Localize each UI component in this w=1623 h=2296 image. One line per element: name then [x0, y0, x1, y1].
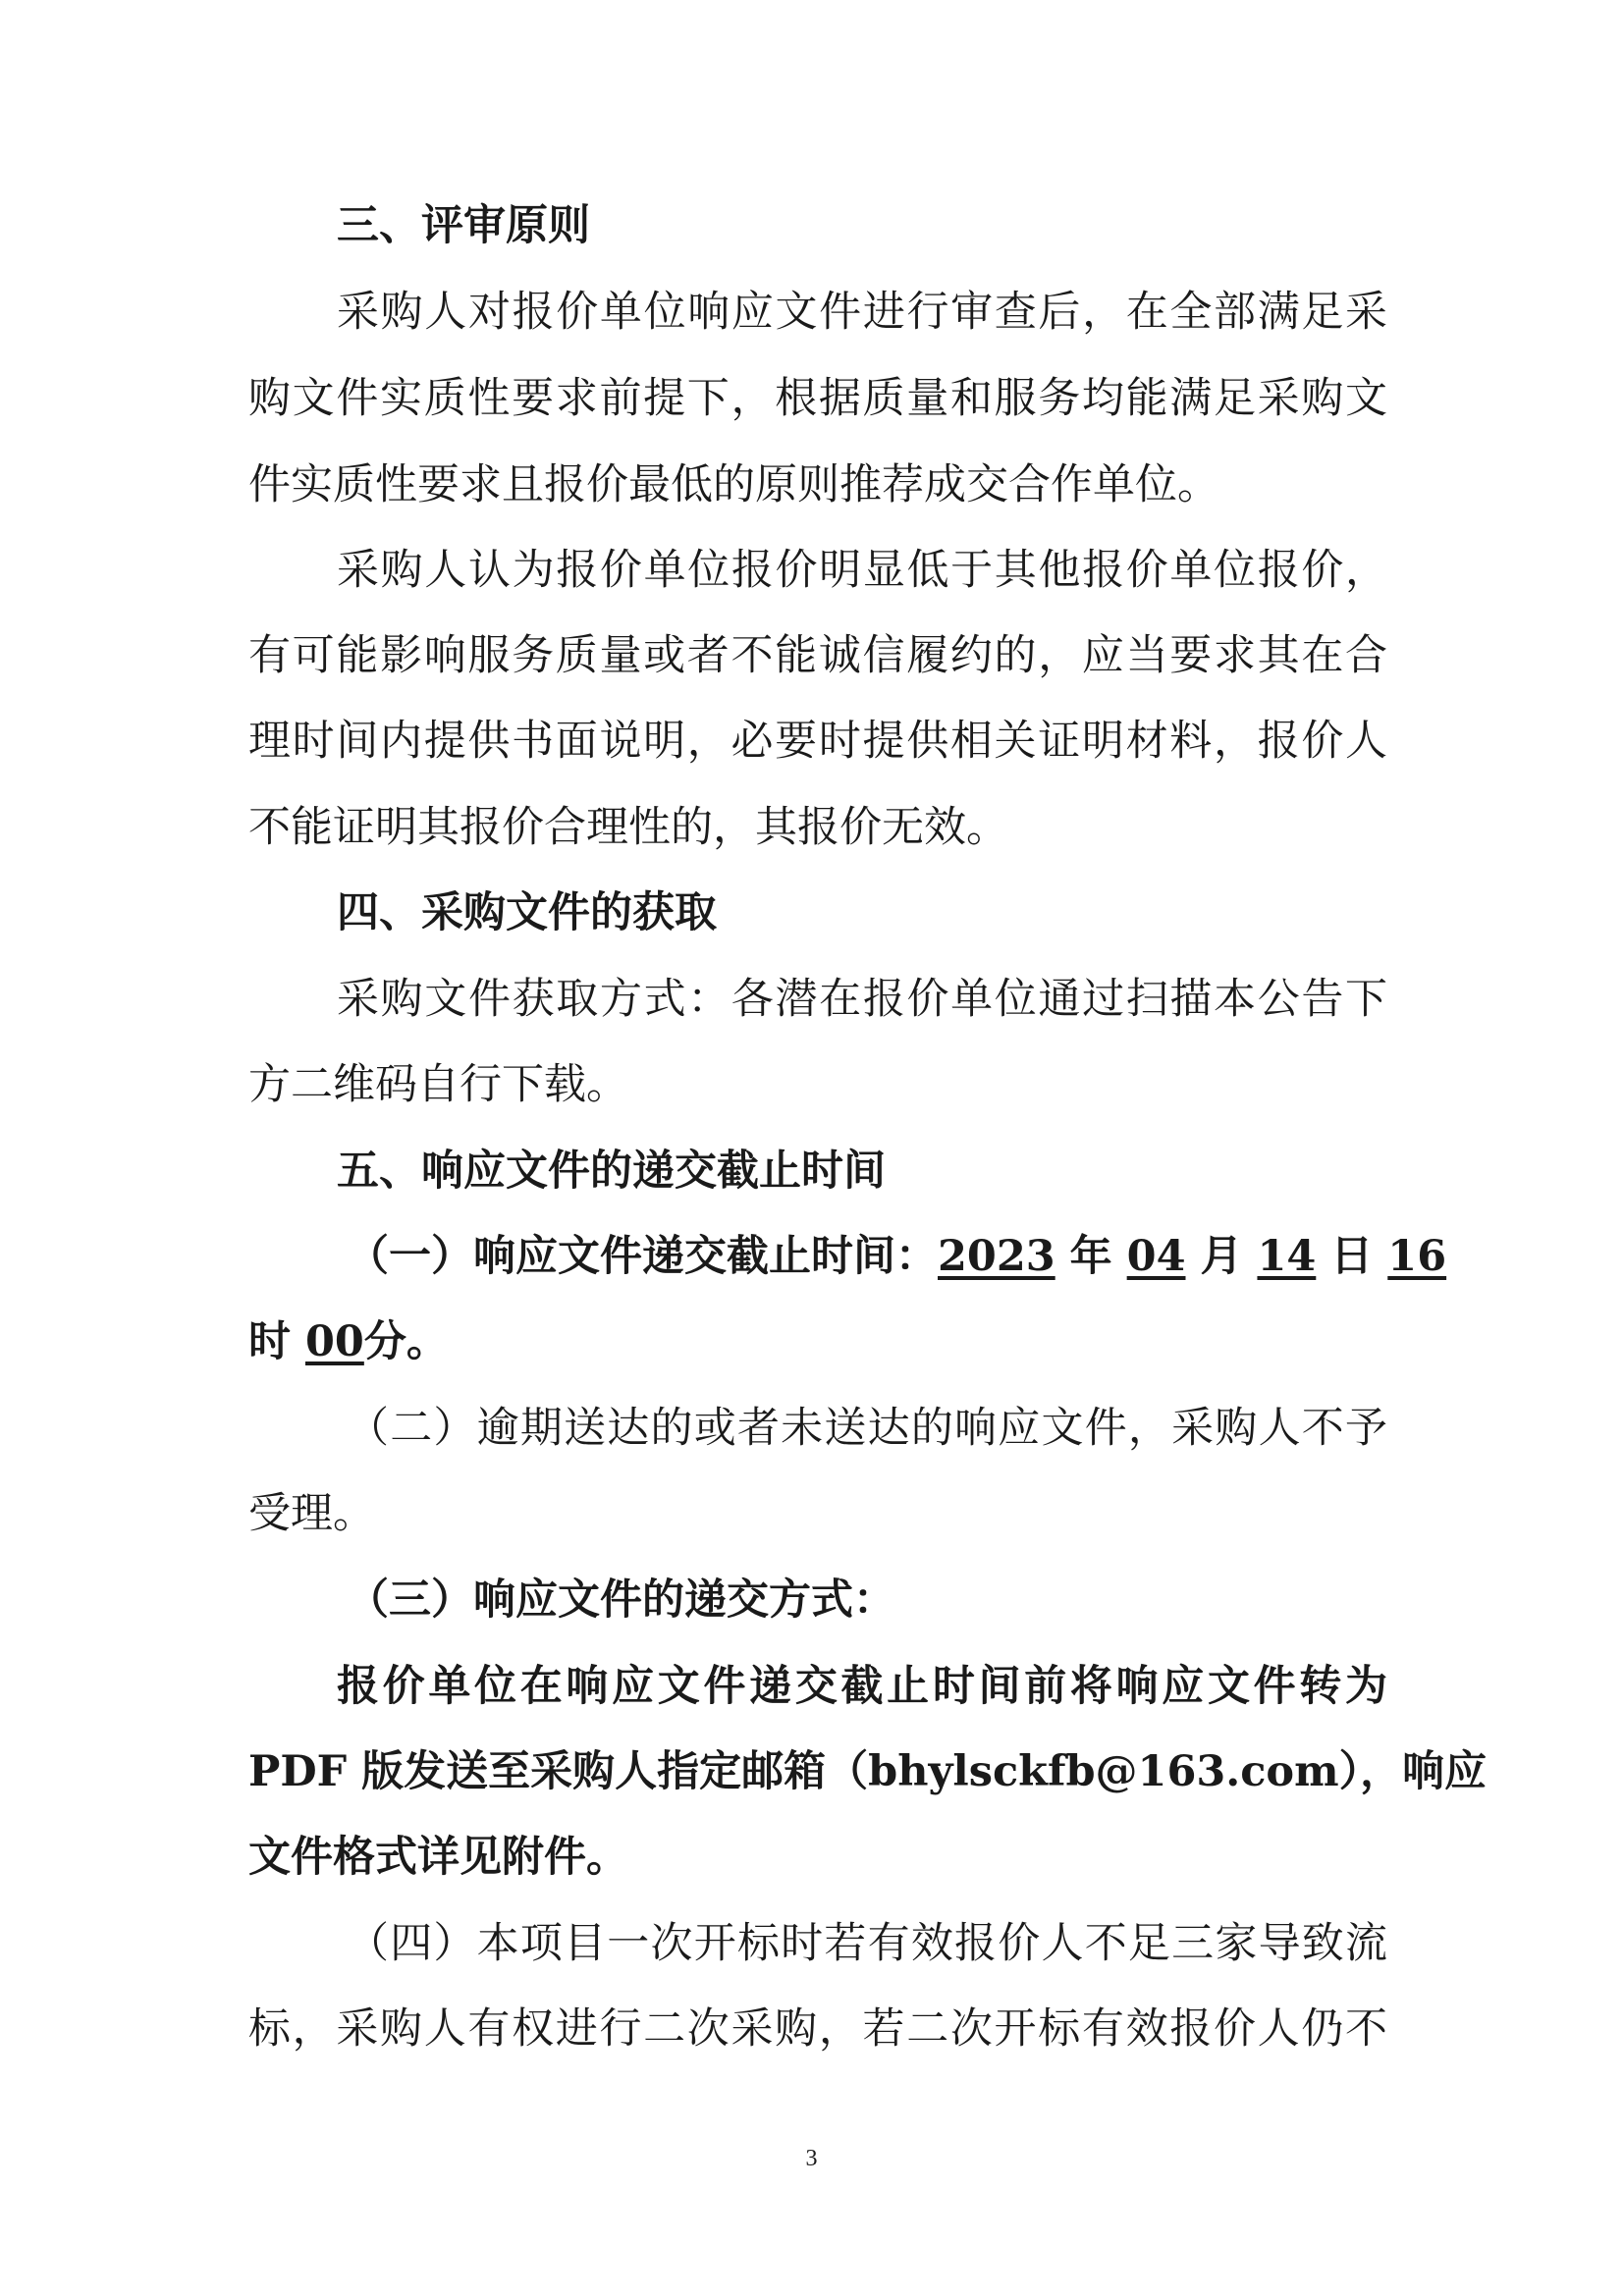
deadline-hour: 16 — [1387, 1232, 1447, 1281]
deadline-month: 04 — [1126, 1232, 1186, 1281]
section-heading: 四、采购文件的获取 — [337, 888, 717, 937]
deadline-prefix: （一）响应文件递交截止时间： — [347, 1232, 938, 1281]
deadline-hour-unit: 时 — [248, 1317, 291, 1366]
paragraph-line: 理时间内提供书面说明，必要时提供相关证明材料，报价人 — [248, 717, 1387, 766]
paragraph-line: 不能证明其报价合理性的，其报价无效。 — [248, 803, 1008, 852]
deadline-minute: 00 — [304, 1317, 364, 1366]
paragraph-line: 标，采购人有权进行二次采购，若二次开标有效报价人仍不 — [248, 2004, 1387, 2054]
section-heading: 三、评审原则 — [337, 201, 590, 250]
deadline-day-unit: 日 — [1330, 1232, 1374, 1281]
paragraph-line: 文件格式详见附件。 — [248, 1833, 628, 1882]
paragraph-line: 采购人对报价单位响应文件进行审查后，在全部满足采 — [337, 288, 1387, 337]
paragraph-line: 受理。 — [248, 1489, 375, 1538]
paragraph-line: （二）逾期送达的或者未送达的响应文件，采购人不予 — [347, 1404, 1387, 1453]
paragraph-line: 购文件实质性要求前提下，根据质量和服务均能满足采购文 — [248, 374, 1387, 423]
deadline-line — [347, 1227, 1447, 1286]
paragraph-line: 采购人认为报价单位报价明显低于其他报价单位报价， — [337, 546, 1387, 595]
section-heading: 五、响应文件的递交截止时间 — [337, 1147, 886, 1196]
paragraph-line: 件实质性要求且报价最低的原则推荐成交合作单位。 — [248, 460, 1219, 509]
deadline-month-unit: 月 — [1200, 1232, 1243, 1281]
paragraph-line: PDF 版发送至采购人指定邮箱（bhylsckfb@163.com），响应 — [248, 1747, 1488, 1796]
paragraph-line: 方二维码自行下载。 — [248, 1060, 628, 1109]
paragraph-line: 报价单位在响应文件递交截止时间前将响应文件转为 — [337, 1662, 1387, 1711]
page-number: 3 — [805, 2146, 818, 2171]
deadline-line-cont — [248, 1312, 1387, 1371]
deadline-year-unit: 年 — [1069, 1232, 1112, 1281]
subsection-heading: （三）响应文件的递交方式： — [347, 1575, 895, 1625]
paragraph-line: 采购文件获取方式：各潜在报价单位通过扫描本公告下 — [337, 975, 1387, 1024]
deadline-minute-unit: 分。 — [363, 1317, 449, 1366]
deadline-year: 2023 — [938, 1232, 1055, 1281]
paragraph-line: （四）本项目一次开标时若有效报价人不足三家导致流 — [347, 1919, 1387, 1968]
paragraph-line: 有可能影响服务质量或者不能诚信履约的，应当要求其在合 — [248, 631, 1387, 680]
deadline-day: 14 — [1257, 1232, 1317, 1281]
